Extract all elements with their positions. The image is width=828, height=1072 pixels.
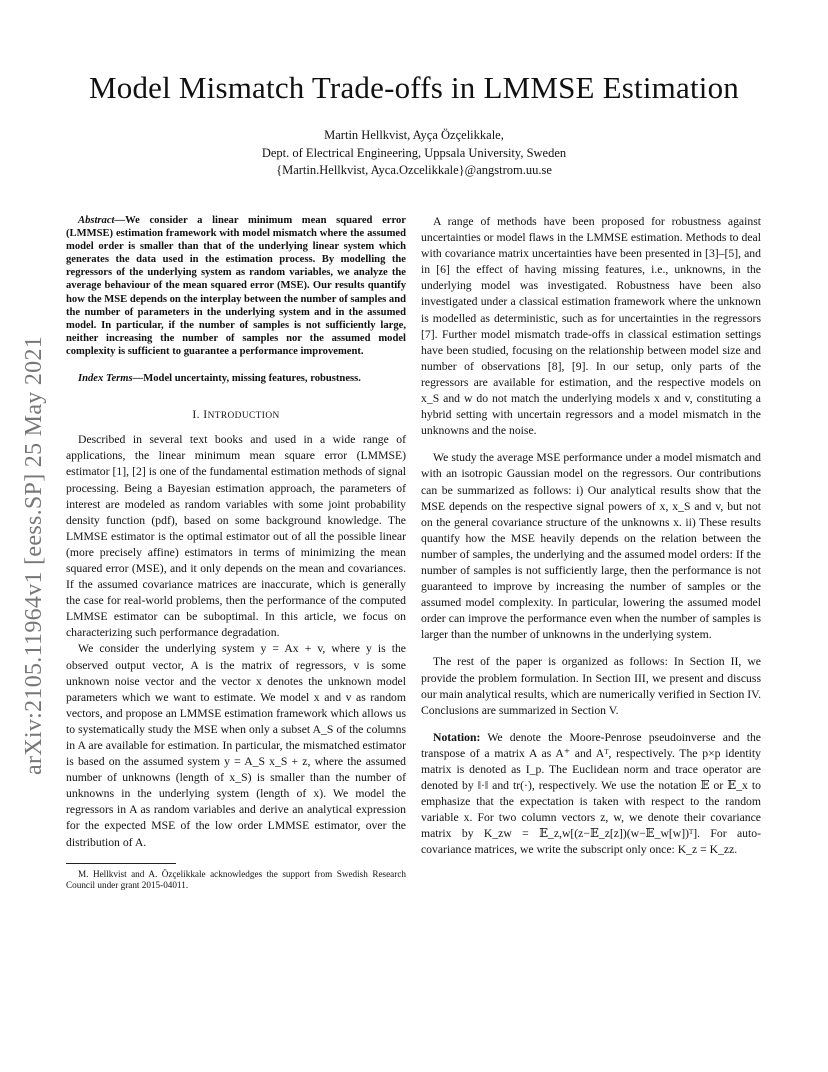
section-heading-introduction: I. INTRODUCTION xyxy=(192,408,280,422)
intro-paragraph-3: A range of methods have been proposed for robustness against uncertainties or model flaws in the LMMSE estimation. Methods to deal with covariance matrix uncertainties have been presented in [3]–[5], and in [6] the effect of having missing features, i.e., unknowns, in the underlying model was investigated. Robustness have been also investigated under a classical estimation framework where the unknown is modelled as deterministic, such as for uncertainties in the regressors [7]. Further model mismatch trade-offs in classical estimation settings have been studied, focusing on the relationship between model size and number of observations [8], [9]. In our setup, only parts of the regressors are available for estimation, and the respective models on x_S and w do not match the underlying models x and v, constituting a hybrid setting with uncertain regressors and a model mismatch in the unknowns and the noise. xyxy=(421,215,761,438)
intro-paragraph-1: Described in several text books and used in a wide range of applications, the linear minimum mean square error (LMMSE) estimator [1], [2] is one of the fundamental estimation methods of signal processing. Being a Bayesian estimation approach, the parameters of interest are modeled as random variables with some joint probability density function (pdf), based on some background knowledge. The LMMSE estimator is the optimal estimator out of all the possible linear (more precisely affine) estimators in terms of minimizing the mean squared error (MSE), and it only depends on the mean and covariances. If the assumed covariance matrices are inaccurate, which is generally the case for real-world problems, then the performance of the computed LMMSE estimator can be suboptimal. In this article, we focus on characterizing such performance degradation. xyxy=(66,433,406,640)
index-terms-label: Index Terms xyxy=(78,373,133,385)
footnote-rule xyxy=(66,863,176,864)
author-block xyxy=(0,127,828,180)
notation-label: Notation: xyxy=(433,730,481,744)
abstract xyxy=(66,214,406,358)
author-names: Martin Hellkvist, Ayça Özçelikkale, xyxy=(324,128,504,142)
affiliation: Dept. of Electrical Engineering, Uppsala University, Sweden xyxy=(261,145,567,160)
organization-paragraph: The rest of the paper is organized as follows: In Section II, we provide the problem formulation. In Section III, we present and discuss our main analytical results, which are numerically verified in Section IV. Conclusions are summarized in Section V. xyxy=(421,655,761,717)
notation-paragraph xyxy=(421,730,761,859)
intro-paragraph-2: We consider the underlying system y = Ax + v, where y is the observed output vector, A is the matrix of regressors, v is some unknown noise vector and the vector x denotes the unknown model parameters which we want to estimate. We model x and v as random vectors, and propose an LMMSE estimation framework which allows us to systematically study the MSE when only a subset A_S of the columns in A are available for estimation. In particular, the mismatched estimator is based on the assumed system y = A_S x_S + z, where the assumed number of unknowns (length of x_S) is smaller than the number of unknowns in the underlying system (length of x). We model the regressors in A as random variables and derive an analytical expression for the expected MSE of the low order LMMSE estimator, over the distribution of A. xyxy=(66,642,406,849)
email: {Martin.Hellkvist, Ayca.Ozcelikkale}@angstrom.uu.se xyxy=(276,163,552,177)
footnote: M. Hellkvist and A. Özçelikkale acknowledges the support from Swedish Research Council under grant 2015-04011. xyxy=(66,868,406,891)
right-column xyxy=(421,214,761,859)
notation-text: We denote the Moore-Penrose pseudoinverse and the transpose of a matrix A as A⁺ and Aᵀ, respectively. The p×p identity matrix is denoted as I_p. The Euclidean norm and trace operator are denoted by ‖·‖ and tr(·), respectively. We use the notation 𝔼 or 𝔼_x to emphasize that the expectation is taken with respect to the random variable x. For two column vectors z, w, we denote their covariance matrix by K_zw = 𝔼_z,w[(z−𝔼_z[z])(w−𝔼_w[w])ᵀ]. For auto-covariance matrices, we write the subscript only once: K_z = K_zz. xyxy=(421,730,761,857)
paper-title: Model Mismatch Trade-offs in LMMSE Estimation xyxy=(89,70,739,105)
index-terms-text: —Model uncertainty, missing features, robustness. xyxy=(132,373,361,385)
abstract-text: —We consider a linear minimum mean squared error (LMMSE) estimation framework with model mismatch where the assumed model order is smaller than that of the underlying linear system which generates the data used in the estimation process. By modelling the regressors of the underlying system as random variables, we analyze the average behaviour of the mean squared error (MSE). Our results quantify how the MSE depends on the interplay between the number of samples and the number of parameters in the underlying system and in the assumed model. In particular, if the number of samples is not sufficiently large, neither increasing the number of samples nor the assumed model complexity is sufficient to guarantee a performance improvement. xyxy=(66,215,407,357)
abstract-label: Abstract xyxy=(78,215,115,226)
left-column xyxy=(66,214,406,891)
arxiv-stamp: arXiv:2105.11964v1 [eess.SP] 25 May 2021 xyxy=(21,335,47,775)
index-terms xyxy=(66,372,406,385)
contributions-paragraph: We study the average MSE performance under a model mismatch and with an isotropic Gaussian model on the regressors. Our contributions can be summarized as follows: i) Our analytical results show that the MSE depends on the respective signal powers of x, x_S and v, but not on the general covariance structure of the unknowns x. ii) These results quantify how the MSE heavily depends on the relation between the number of samples, the underlying and the assumed model orders: If the number of samples is not sufficiently large, then the performance is not guaranteed to improve by increasing the number of samples or the assumed model complexity. In particular, lowering the assumed model order can improve the performance even when the number of samples is larger than the number of unknowns in the underlying system. xyxy=(421,451,761,642)
